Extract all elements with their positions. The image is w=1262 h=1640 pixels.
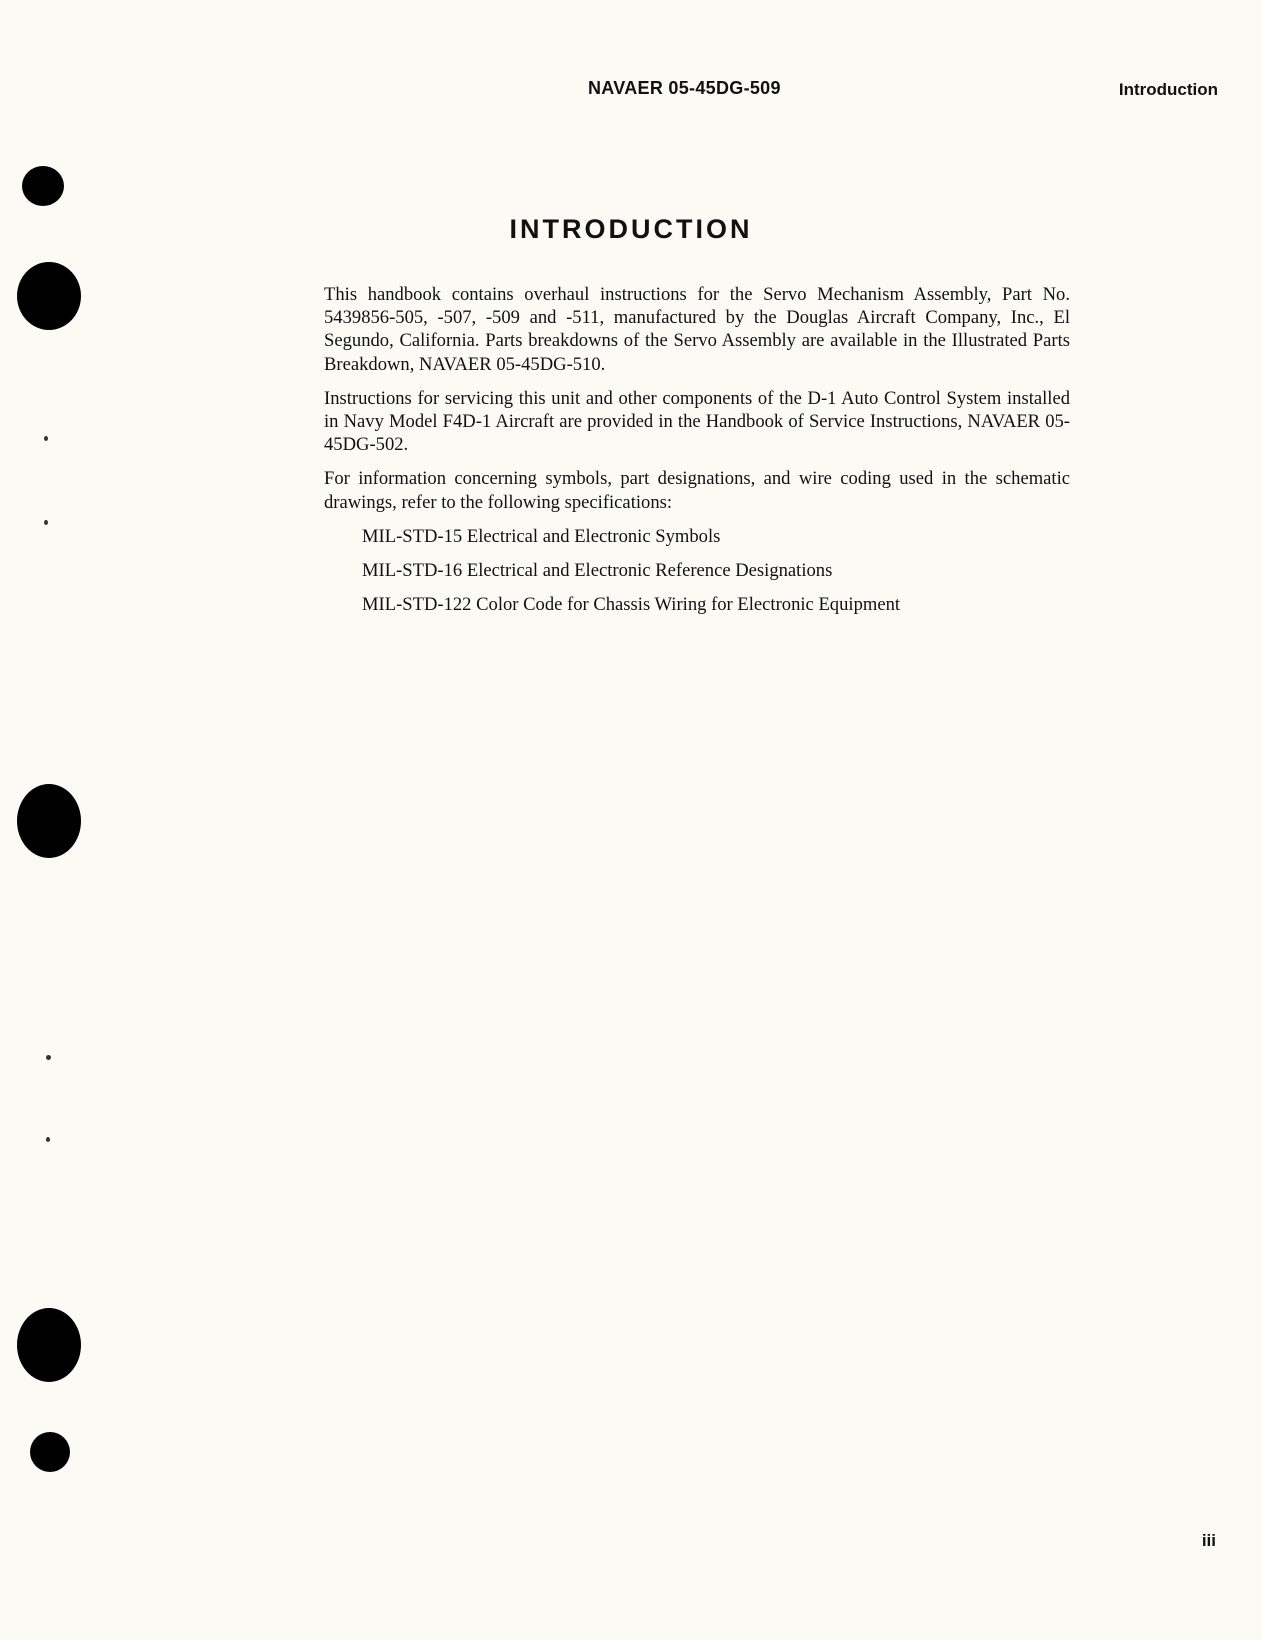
- paragraph-servicing: Instructions for servicing this unit and other components of the D-1 Auto Control System installed in Navy Model F4D-1 Aircraft are provided in the Handbook of Service Instructions, NAVAER 05-45DG-502.: [324, 387, 1070, 456]
- punch-hole: [17, 1308, 81, 1382]
- punch-hole: [17, 784, 81, 858]
- punch-hole: [22, 166, 64, 206]
- specification-item: MIL-STD-16 Electrical and Electronic Reference Designations: [362, 560, 833, 582]
- specification-list: [324, 525, 1070, 617]
- document-number: NAVAER 05-45DG-509: [588, 78, 781, 98]
- punch-hole: [30, 1432, 70, 1472]
- paragraph-specifications: For information concerning symbols, part designations, and wire coding used in the schematic drawings, refer to the following specifications:: [324, 468, 1070, 513]
- body-text: [324, 283, 1070, 627]
- punch-hole: [17, 262, 81, 330]
- scan-speck: [46, 1055, 51, 1060]
- page-number: iii: [1201, 1531, 1216, 1550]
- specification-item: MIL-STD-15 Electrical and Electronic Symbols: [362, 525, 721, 547]
- section-name: Introduction: [1118, 80, 1218, 99]
- page-title: INTRODUCTION: [509, 214, 753, 244]
- paragraph-overview: This handbook contains overhaul instructions for the Servo Mechanism Assembly, Part No. 5439856-505, -507, -509 and -511, manufactured by the Douglas Aircraft Company, Inc., El Segundo, California. Parts breakdowns of the Servo Assembly are available in the Illustrated Parts Breakdown, NAVAER 05-45DG-510.: [324, 284, 1070, 375]
- scan-speck: [44, 520, 48, 525]
- specification-item: MIL-STD-122 Color Code for Chassis Wiring for Electronic Equipment: [362, 594, 901, 616]
- scan-speck: [46, 1137, 50, 1142]
- scan-speck: [44, 436, 48, 441]
